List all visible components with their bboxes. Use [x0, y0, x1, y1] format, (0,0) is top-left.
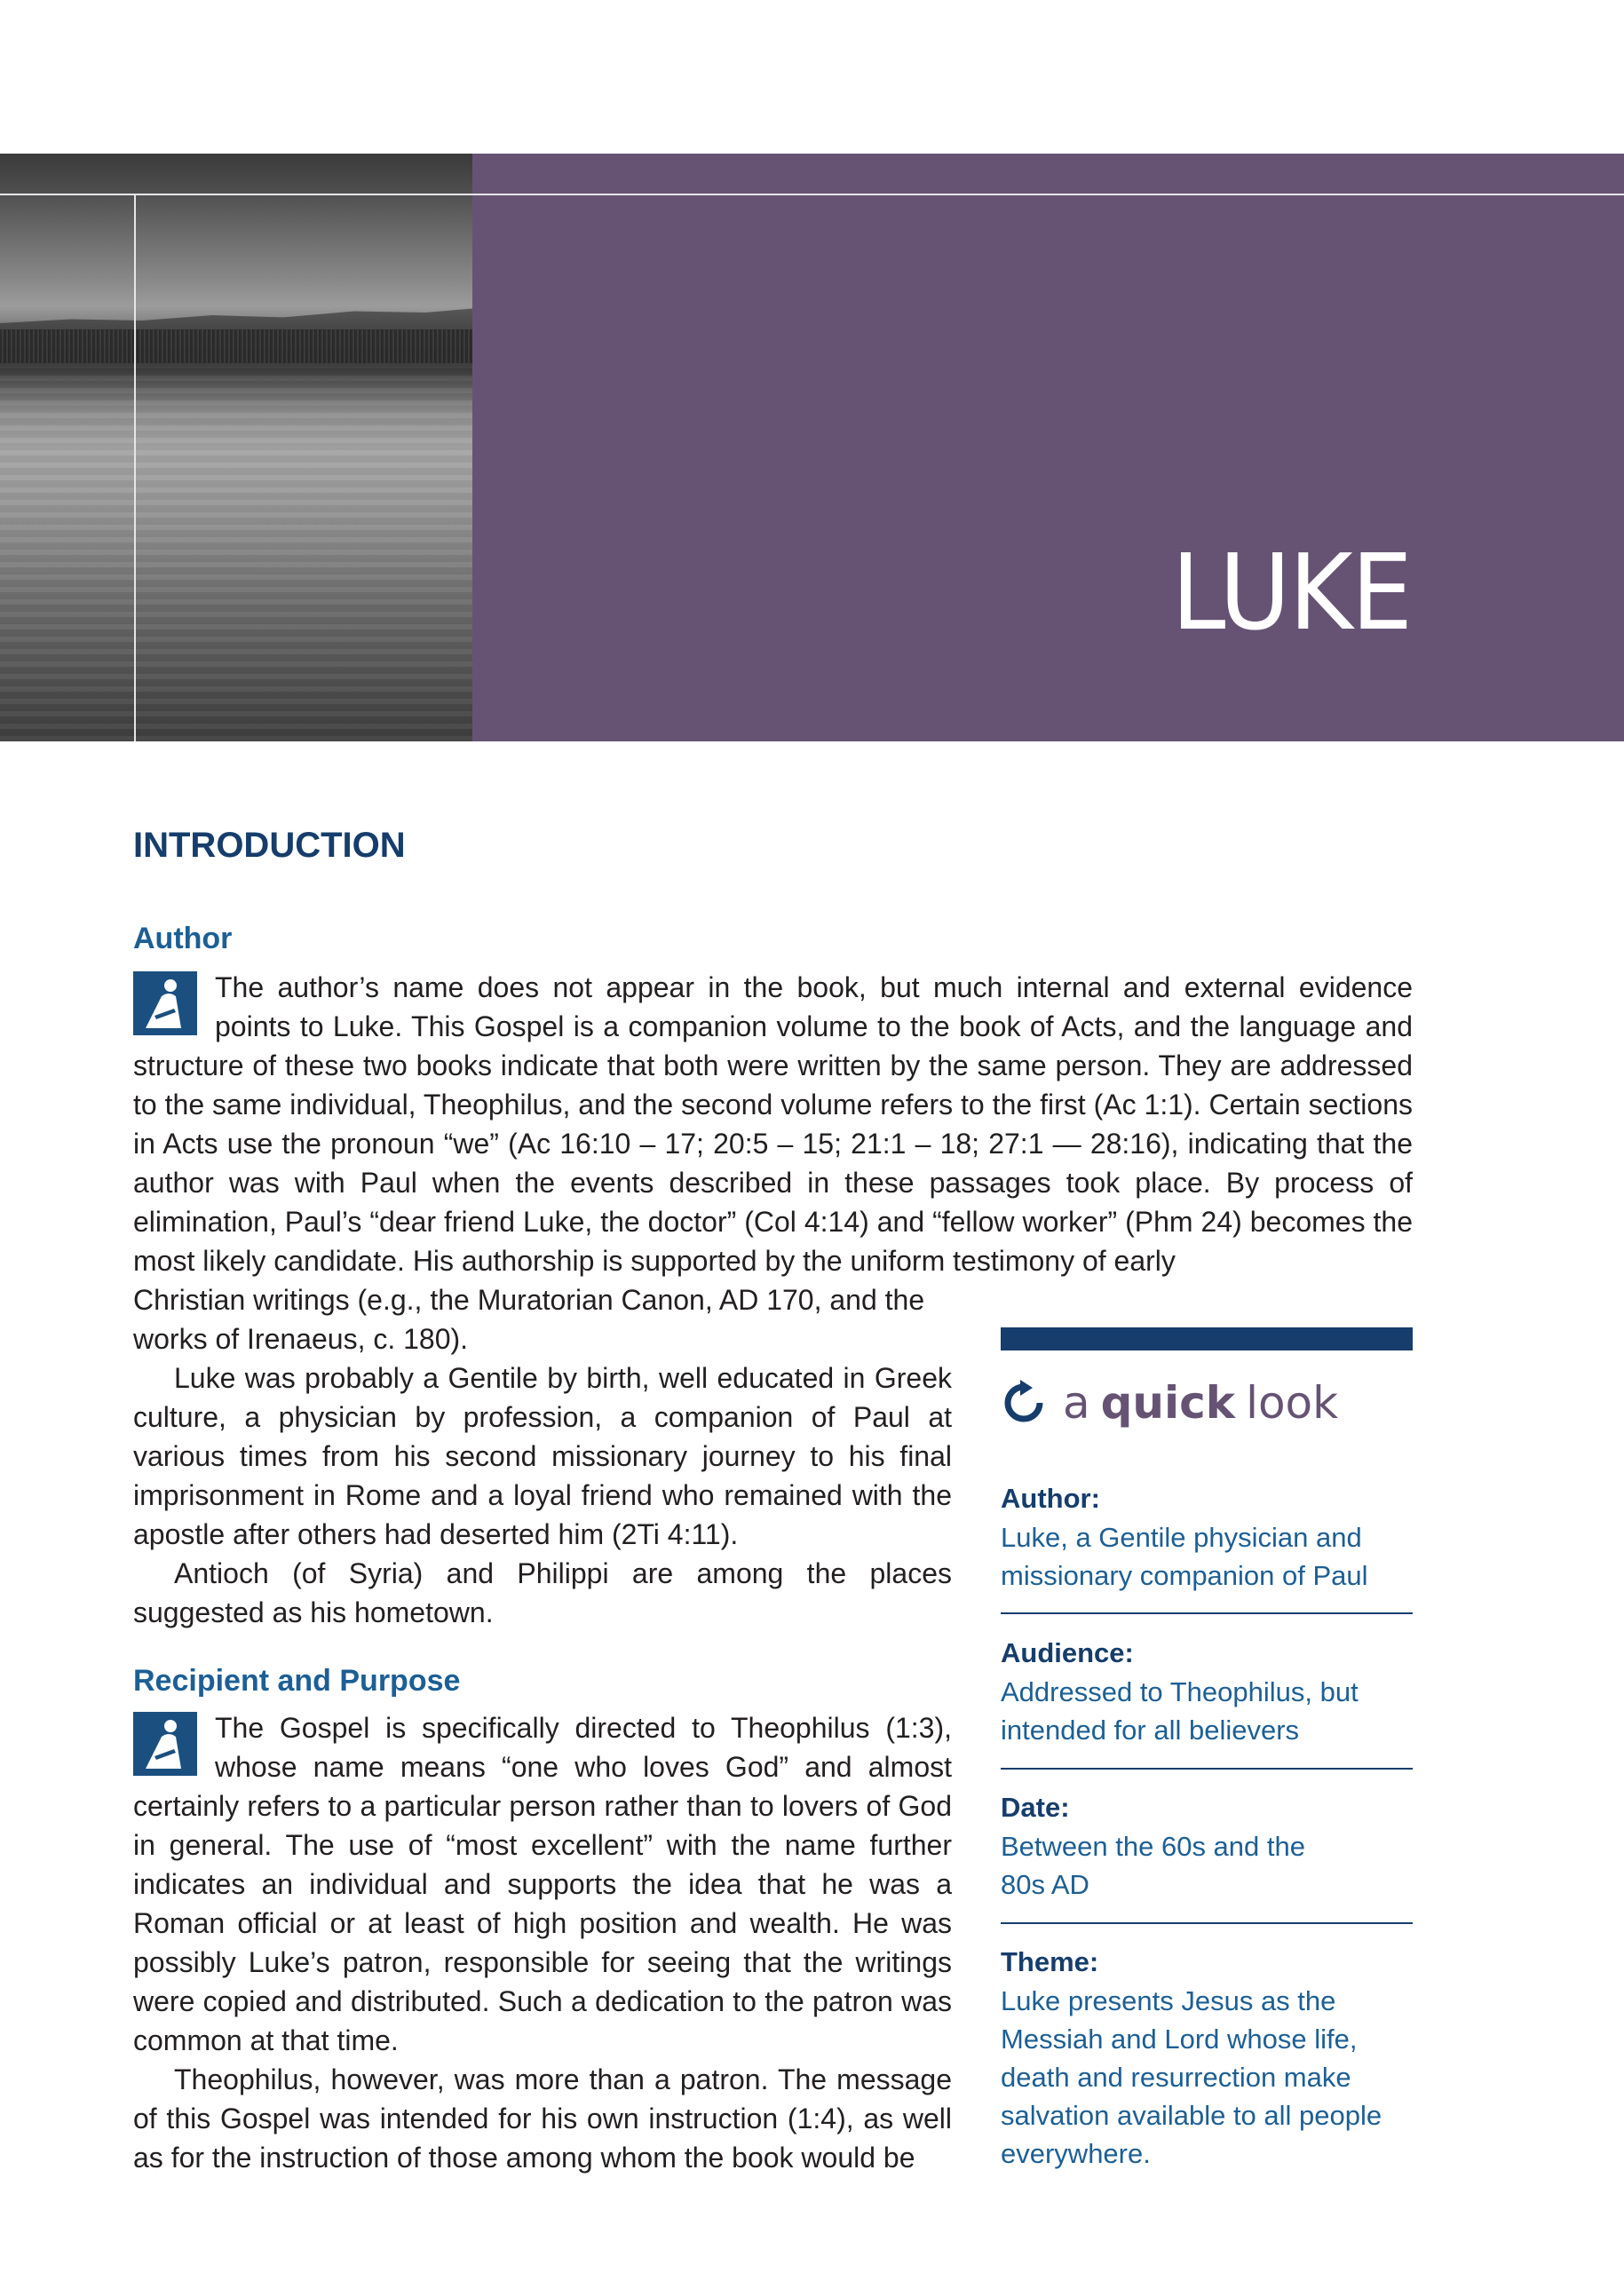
- quick-look-value: 80s AD: [1001, 1869, 1089, 1900]
- quick-look-audience: [1001, 1634, 1413, 1749]
- recipient-paragraph-block: [133, 1708, 952, 2177]
- banner-horizontal-rule: [0, 194, 1624, 195]
- quick-look-value: salvation available to all people: [1001, 2100, 1382, 2131]
- quick-look-value: death and resurrection make: [1001, 2062, 1351, 2093]
- author-paragraph-block: [133, 968, 1413, 1280]
- author-paragraph-3: Antioch (of Syria) and Philippi are among the places suggested as his hometown.: [133, 1557, 952, 1628]
- quick-look-author: [1001, 1479, 1413, 1595]
- author-paragraph-1-continued: Christian writings (e.g., the Muratorian Canon, AD 170, and the works of Irenaeus, c. 180).: [133, 1284, 925, 1355]
- quick-look-divider: [1001, 1612, 1413, 1614]
- quick-look-top-bar: [1001, 1327, 1413, 1350]
- author-heading: Author: [133, 922, 233, 955]
- reed-bed: [0, 329, 472, 363]
- quick-look-label: Date:: [1001, 1792, 1070, 1823]
- quick-look-word-quick: quick: [1100, 1377, 1236, 1429]
- book-title: LUKE: [1171, 531, 1411, 653]
- quick-look-header: [1001, 1372, 1338, 1434]
- water-reflection: [0, 363, 472, 741]
- quick-look-value: Luke, a Gentile physician and: [1001, 1522, 1362, 1553]
- quick-look-theme: [1001, 1943, 1413, 2173]
- author-paragraph-block-2: [133, 1280, 952, 1632]
- recipient-paragraph-1: The Gospel is specifically directed to Theophilus (1:3), whose name means “one who loves God” and almost certainly refers to a particular person rather than to lovers of God in general. The use of “most excellent” with the name further indicates an individual and supports the idea that he was a Roman official or at least of high position and wealth. He was possibly Luke’s patron, responsible for seeing that the writings were copied and distributed. Such a dedication to the patron was common at that time.: [133, 1712, 952, 2056]
- recipient-purpose-heading: Recipient and Purpose: [133, 1664, 461, 1698]
- title-banner: [472, 154, 1624, 741]
- quick-look-value: Addressed to Theophilus, but: [1001, 1676, 1359, 1707]
- lake-landscape-photo: [0, 154, 472, 741]
- person-reading-icon: [133, 1712, 197, 1776]
- quick-look-divider: [1001, 1922, 1413, 1924]
- author-paragraph-2: Luke was probably a Gentile by birth, well educated in Greek culture, a physician by profession, a companion of Paul at various times from his second missionary journey to his final imprisonment in Rome and a loyal friend who remained with the apostle after others had deserted him (2Ti 4:11).: [133, 1362, 952, 1550]
- quick-look-label: Audience:: [1001, 1637, 1134, 1668]
- quick-look-value: missionary companion of Paul: [1001, 1560, 1368, 1591]
- distant-hills: [0, 305, 472, 331]
- recipient-paragraph-2: Theophilus, however, was more than a patron. The message of this Gospel was intended for his own instruction (1:4), as well as for the instruction of those among whom the book would be: [133, 2063, 952, 2174]
- quick-look-date: [1001, 1788, 1413, 1904]
- quick-look-label: Theme:: [1001, 1946, 1099, 1977]
- quick-look-value: Between the 60s and the: [1001, 1831, 1305, 1862]
- person-reading-icon: [133, 971, 197, 1035]
- quick-look-value: Luke presents Jesus as the: [1001, 1985, 1336, 2016]
- quick-look-value: intended for all believers: [1001, 1715, 1300, 1746]
- quick-look-word-look: look: [1246, 1377, 1339, 1429]
- quick-look-divider: [1001, 1768, 1413, 1770]
- author-paragraph-1: The author’s name does not appear in the book, but much internal and external evidence points to Luke. This Gospel is a companion volume to the book of Acts, and the language and structure of these two books indicate that both were written by the same person. They are addressed to the same individual, Theophilus, and the second volume refers to the first (Ac 1:1). Certain sections in Acts use the pronoun “we” (Ac 16:10 – 17; 20:5 – 15; 21:1 – 18; 27:1 — 28:16), indicating that the author was with Paul when the events described in these passages took place. By process of elimination, Paul’s “dear friend Luke, the doctor” (Col 4:14) and “fellow worker” (Phm 24) becomes the most likely candidate. His authorship is supported by the uniform testimony of early: [133, 971, 1413, 1277]
- quick-look-value: Messiah and Lord whose life,: [1001, 2024, 1358, 2055]
- banner-vertical-rule: [134, 194, 136, 741]
- quick-look-word-a: a: [1063, 1377, 1090, 1429]
- quick-look-value: everywhere.: [1001, 2138, 1151, 2169]
- quick-look-label: Author:: [1001, 1483, 1100, 1514]
- refresh-circle-icon: [1001, 1380, 1047, 1426]
- introduction-heading: INTRODUCTION: [133, 826, 406, 865]
